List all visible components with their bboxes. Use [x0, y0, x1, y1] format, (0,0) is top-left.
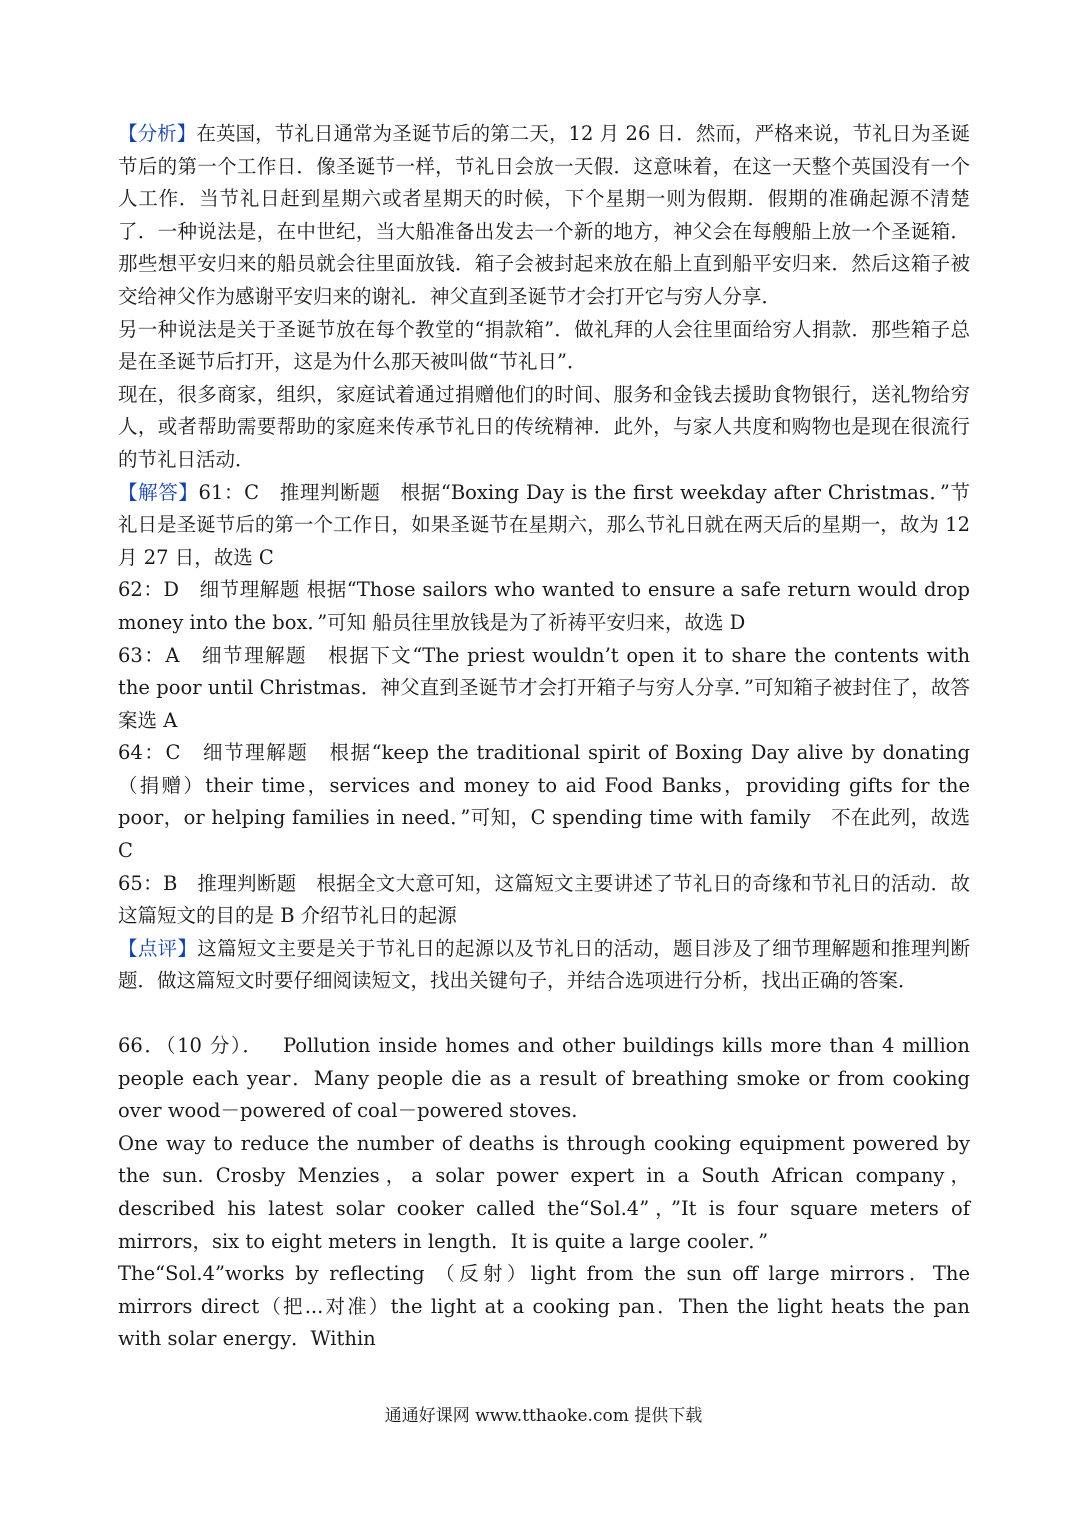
- answer-63: 63：A 细节理解题 根据下文“The priest wouldn’t open it to share the contents with the poor until Christmas．神父直到圣诞节才会打开箱子与穷人分享．”可知箱子被封住了，故答案选 A: [118, 643, 970, 732]
- answer-61: 61：C 推理判断题 根据“Boxing Day is the first weekday after Christmas．”节礼日是圣诞节后的第一个工作日，如果圣诞节在星期六，那么节礼日就在两天后的星期一，故为 12 月 27 日，故选 C: [118, 480, 970, 569]
- answer-paragraph: [118, 477, 970, 575]
- analysis-text-3: 现在，很多商家，组织，家庭试着通过捐赠他们的时间、服务和金钱去援助食物银行，送礼物给穷人，或者帮助需要帮助的家庭来传承节礼日的传统精神．此外，与家人共度和购物也是现在很流行的节礼日活动．: [118, 382, 970, 471]
- answer-65: 65：B 推理判断题 根据全文大意可知，这篇短文主要讲述了节礼日的奇缘和节礼日的活动．故这篇短文的目的是 B 介绍节礼日的起源: [118, 871, 970, 928]
- comment-tag: 【点评】: [118, 936, 198, 960]
- analysis-tag: 【分析】: [118, 122, 197, 145]
- answer-62: 62：D 细节理解题 根据“Those sailors who wanted to ensure a safe return would drop money into the box．”可知 船员往里放钱是为了祈祷平安归来，故选 D: [118, 578, 970, 634]
- answer-64: 64：C 细节理解题 根据“keep the traditional spirit of Boxing Day alive by donating（捐赠）their time，services and money to aid Food Banks，providing gifts for the poor，or helping families in need．”可知，C spending time with family 不在此列，故选 C: [118, 741, 970, 863]
- comment-text: 这篇短文主要是关于节礼日的起源以及节礼日的活动，题目涉及了细节理解题和推理判断题．做这篇短文时要仔细阅读短文，找出关键句子，并结合选项进行分析，找出正确的答案．: [118, 936, 970, 993]
- section-spacer: [118, 998, 970, 1030]
- page-footer: 通通好课网 www.tthaoke.com 提供下载: [384, 1406, 703, 1426]
- question-66-text-3: The“Sol.4”works by reflecting （反射）light from the sun off large mirrors．The mirrors direct（把...对准）the light at a cooking pan．Then the light heats the pan with solar energy．Within: [118, 1262, 970, 1351]
- comment-paragraph: [118, 933, 970, 998]
- document-body: [118, 118, 970, 1356]
- analysis-text-2: 另一种说法是关于圣诞节放在每个教堂的“捐款箱”．做礼拜的人会往里面给穷人捐款．那些箱子总是在圣诞节后打开，这是为什么那天被叫做“节礼日”．: [118, 317, 970, 374]
- question-66-text-1: 66．（10 分）． Pollution inside homes and other buildings kills more than 4 million people each year．Many people die as a result of breathing smoke or from cooking over wood－powered of coal－powered stoves.: [118, 1034, 970, 1123]
- analysis-text-1: 在英国，节礼日通常为圣诞节后的第二天，12 月 26 日．然而，严格来说，节礼日为圣诞节后的第一个工作日．像圣诞节一样，节礼日会放一天假．这意味着，在这一天整个英国没有一个人工作．当节礼日赶到星期六或者星期天的时候，下个星期一则为假期．假期的准确起源不清楚了．一种说法是，在中世纪，当大船准备出发去一个新的地方，神父会在每艘船上放一个圣诞箱．那些想平安归来的船员就会往里面放钱．箱子会被封起来放在船上直到船平安归来．然后这箱子被交给神父作为感谢平安归来的谢礼．神父直到圣诞节才会打开它与穷人分享．: [118, 122, 970, 308]
- question-66-text-2: One way to reduce the number of deaths is through cooking equipment powered by the sun. Crosby Menzies，a solar power expert in a South African company，described his latest solar cooker called the“Sol.4”，”It is four square meters of mirrors，six to eight meters in length．It is quite a large cooler．”: [118, 1131, 970, 1253]
- answer-tag: 【解答】: [118, 480, 199, 504]
- analysis-paragraph: [118, 118, 970, 314]
